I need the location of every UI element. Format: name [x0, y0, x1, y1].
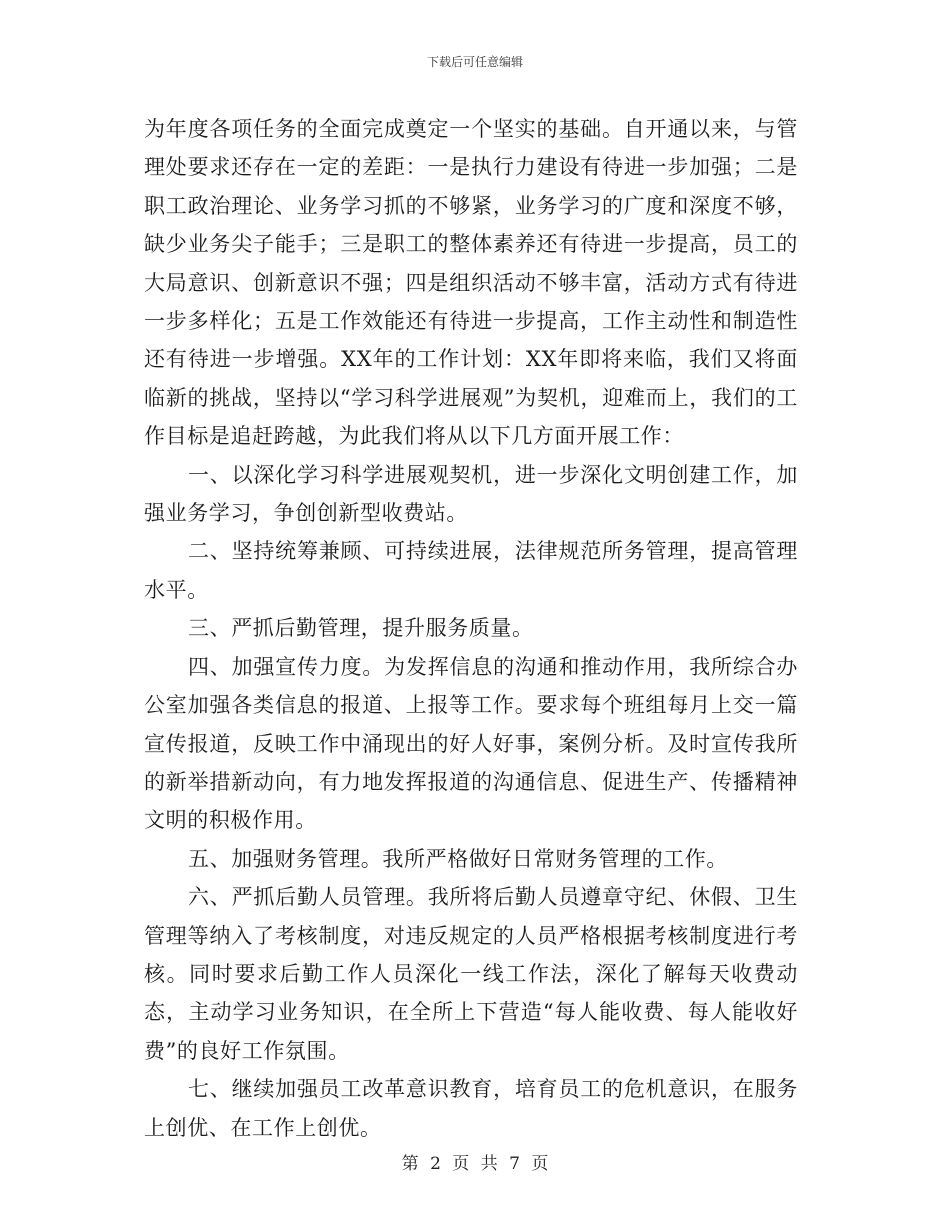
paragraph-item-4: 四、加强宣传力度。为发挥信息的沟通和推动作用，我所综合办公室加强各类信息的报道、上报等工作。要求每个班组每月上交一篇宣传报道，反映工作中涌现出的好人好事，案例分析。及时宣传我所的新举措新动向，有力地发挥报道的沟通信息、促进生产、传播精神文明的积极作用。	[144, 654, 798, 833]
document-body	[144, 110, 798, 1147]
page-number: 第 2 页 共 7 页	[401, 1154, 549, 1174]
paragraph-item-1: 一、以深化学习科学进展观契机，进一步深化文明创建工作，加强业务学习，争创创新型收费站。	[144, 462, 798, 526]
paragraph-item-5: 五、加强财务管理。我所严格做好日常财务管理的工作。	[188, 846, 728, 871]
paragraph-item-2: 二、坚持统筹兼顾、可持续进展，法律规范所务管理，提高管理水平。	[144, 539, 798, 602]
paragraph-item-6: 六、严抓后勤人员管理。我所将后勤人员遵章守纪、休假、卫生管理等纳入了考核制度，对违反规定的人员严格根据考核制度进行考核。同时要求后勤工作人员深化一线工作法，深化了解每天收费动态，主动学习业务知识，在全所上下营造“每人能收费、每人能收好费”的良好工作氛围。	[144, 885, 798, 1063]
paragraph-item-7: 七、继续加强员工改革意识教育，培育员工的危机意识，在服务上创优、在工作上创优。	[144, 1077, 798, 1140]
page-header: 下载后可任意编辑	[426, 55, 523, 69]
paragraph-intro: 为年度各项任务的全面完成奠定一个坚实的基础。自开通以来，与管理处要求还存在一定的差距：一是执行力建设有待进一步加强；二是职工政治理论、业务学习抓的不够紧，业务学习的广度和深度不够，缺少业务尖子能手；三是职工的整体素养还有待进一步提高，员工的大局意识、创新意识不强；四是组织活动不够丰富，活动方式有待进一步多样化；五是工作效能还有待进一步提高，工作主动性和制造性还有待进一步增强。XX年的工作计划：XX年即将来临，我们又将面临新的挑战，坚持以“学习科学进展观”为契机，迎难而上，我们的工作目标是追赶跨越，为此我们将从以下几方面开展工作：	[144, 117, 798, 449]
paragraph-item-3: 三、严抓后勤管理，提升服务质量。	[188, 616, 534, 641]
